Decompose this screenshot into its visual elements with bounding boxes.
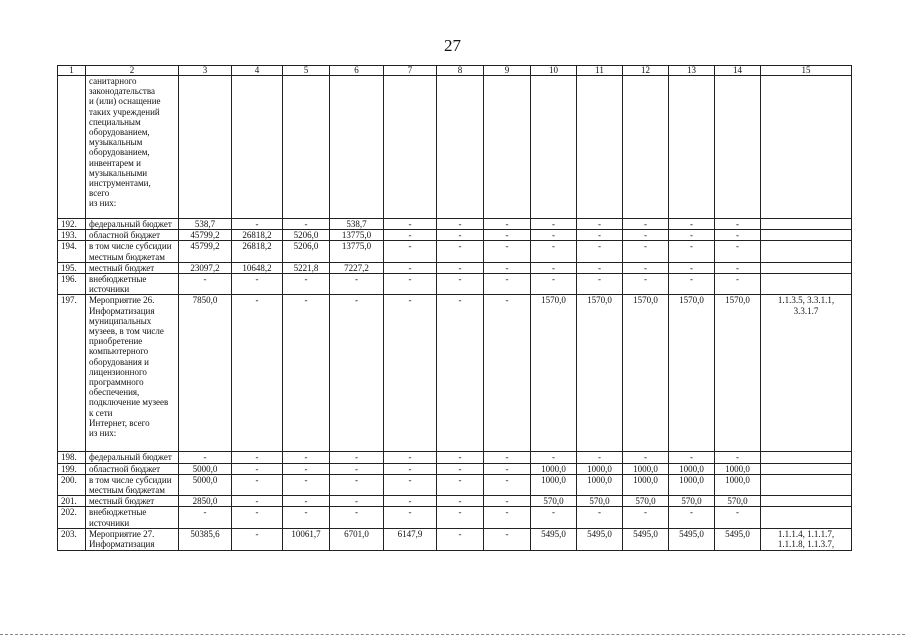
value-cell: 1000,0 — [715, 463, 761, 474]
value-cell: - — [531, 507, 577, 528]
row-number-cell: 195. — [58, 262, 86, 273]
value-cell: 6147,9 — [384, 528, 437, 550]
value-cell: 570,0 — [531, 496, 577, 507]
value-cell: - — [715, 241, 761, 262]
value-cell: - — [715, 452, 761, 463]
value-cell: - — [484, 262, 531, 273]
value-cell: 1000,0 — [669, 474, 715, 495]
row-number-cell — [58, 76, 86, 219]
value-cell: - — [330, 474, 384, 495]
value-cell: - — [437, 528, 484, 550]
value-cell: - — [232, 474, 283, 495]
value-cell: 570,0 — [577, 496, 623, 507]
value-cell: 5221,8 — [283, 262, 330, 273]
value-cell: 6701,0 — [330, 528, 384, 550]
value-cell: - — [283, 496, 330, 507]
value-cell — [384, 76, 437, 219]
row-number-cell: 194. — [58, 241, 86, 262]
value-cell: - — [384, 463, 437, 474]
value-cell: - — [531, 262, 577, 273]
value-cell: 5495,0 — [715, 528, 761, 550]
column-number-row — [58, 66, 852, 76]
value-cell — [531, 76, 577, 219]
table-row — [58, 295, 852, 452]
value-cell: 1570,0 — [623, 295, 669, 452]
value-cell: 538,7 — [330, 219, 384, 230]
reference-cell — [761, 507, 852, 528]
value-cell: - — [437, 496, 484, 507]
value-cell: - — [437, 295, 484, 452]
value-cell: 1000,0 — [577, 463, 623, 474]
row-label-cell: областной бюджет — [86, 463, 179, 474]
row-number-cell: 203. — [58, 528, 86, 550]
value-cell: 1000,0 — [669, 463, 715, 474]
value-cell: 7227,2 — [330, 262, 384, 273]
row-number-cell: 198. — [58, 452, 86, 463]
value-cell: 5000,0 — [179, 474, 232, 495]
table-row — [58, 76, 852, 219]
value-cell: 570,0 — [623, 496, 669, 507]
value-cell: 570,0 — [669, 496, 715, 507]
row-label-cell: Мероприятие 27. Информатизация — [86, 528, 179, 550]
value-cell: - — [330, 274, 384, 295]
value-cell: - — [384, 452, 437, 463]
value-cell: 5495,0 — [577, 528, 623, 550]
value-cell: 10648,2 — [232, 262, 283, 273]
row-number-cell: 197. — [58, 295, 86, 452]
value-cell: - — [577, 262, 623, 273]
value-cell: - — [232, 219, 283, 230]
value-cell: - — [623, 241, 669, 262]
value-cell: - — [531, 230, 577, 241]
value-cell: - — [715, 274, 761, 295]
reference-cell — [761, 452, 852, 463]
value-cell: 2850,0 — [179, 496, 232, 507]
value-cell: 1000,0 — [623, 474, 669, 495]
reference-cell — [761, 474, 852, 495]
value-cell: - — [283, 474, 330, 495]
column-header-12: 12 — [623, 66, 669, 76]
table-row — [58, 507, 852, 528]
row-label-cell: внебюджетные источники — [86, 274, 179, 295]
value-cell: - — [283, 219, 330, 230]
value-cell: - — [330, 507, 384, 528]
value-cell — [179, 76, 232, 219]
value-cell: - — [577, 274, 623, 295]
value-cell: - — [232, 274, 283, 295]
value-cell: - — [484, 230, 531, 241]
column-header-9: 9 — [484, 66, 531, 76]
value-cell: - — [384, 496, 437, 507]
table-row — [58, 452, 852, 463]
column-header-1: 1 — [58, 66, 86, 76]
row-label-cell: в том числе субсидии местным бюджетам — [86, 474, 179, 495]
value-cell: - — [669, 230, 715, 241]
value-cell: - — [484, 496, 531, 507]
column-header-14: 14 — [715, 66, 761, 76]
row-label-cell: местный бюджет — [86, 262, 179, 273]
row-number-cell: 199. — [58, 463, 86, 474]
column-header-13: 13 — [669, 66, 715, 76]
reference-cell — [761, 219, 852, 230]
column-header-4: 4 — [232, 66, 283, 76]
value-cell: - — [484, 274, 531, 295]
row-number-cell: 202. — [58, 507, 86, 528]
value-cell: - — [531, 274, 577, 295]
row-number-cell: 196. — [58, 274, 86, 295]
table-row — [58, 241, 852, 262]
value-cell: 13775,0 — [330, 230, 384, 241]
value-cell: - — [283, 463, 330, 474]
value-cell: - — [384, 295, 437, 452]
value-cell: - — [232, 295, 283, 452]
value-cell: 5206,0 — [283, 230, 330, 241]
row-label-cell: местный бюджет — [86, 496, 179, 507]
value-cell: - — [437, 241, 484, 262]
page-number: 27 — [444, 36, 461, 55]
value-cell: - — [384, 274, 437, 295]
value-cell: 45799,2 — [179, 241, 232, 262]
value-cell: 1000,0 — [577, 474, 623, 495]
value-cell: 1000,0 — [623, 463, 669, 474]
value-cell: - — [669, 507, 715, 528]
page-bottom-rule — [0, 634, 905, 636]
value-cell — [484, 76, 531, 219]
value-cell — [232, 76, 283, 219]
value-cell — [330, 76, 384, 219]
column-header-3: 3 — [179, 66, 232, 76]
value-cell: 50385,6 — [179, 528, 232, 550]
value-cell: - — [384, 241, 437, 262]
row-label-cell: федеральный бюджет — [86, 219, 179, 230]
value-cell: 5206,0 — [283, 241, 330, 262]
value-cell: - — [715, 262, 761, 273]
value-cell: - — [715, 507, 761, 528]
value-cell: - — [283, 274, 330, 295]
value-cell: - — [623, 507, 669, 528]
row-label-cell: федеральный бюджет — [86, 452, 179, 463]
value-cell: 10061,7 — [283, 528, 330, 550]
value-cell: - — [179, 507, 232, 528]
value-cell: 1000,0 — [715, 474, 761, 495]
reference-cell — [761, 274, 852, 295]
value-cell: - — [623, 219, 669, 230]
value-cell: - — [330, 463, 384, 474]
value-cell — [623, 76, 669, 219]
row-number-cell: 201. — [58, 496, 86, 507]
value-cell: - — [283, 507, 330, 528]
value-cell — [283, 76, 330, 219]
value-cell: - — [384, 262, 437, 273]
value-cell: 1000,0 — [531, 463, 577, 474]
reference-cell — [761, 463, 852, 474]
value-cell: - — [623, 452, 669, 463]
value-cell: - — [437, 219, 484, 230]
value-cell: - — [437, 474, 484, 495]
column-header-2: 2 — [86, 66, 179, 76]
value-cell: - — [577, 241, 623, 262]
value-cell: - — [484, 241, 531, 262]
value-cell: - — [484, 452, 531, 463]
reference-cell — [761, 76, 852, 219]
value-cell: - — [179, 274, 232, 295]
value-cell: 1570,0 — [715, 295, 761, 452]
value-cell: - — [384, 230, 437, 241]
value-cell: 13775,0 — [330, 241, 384, 262]
value-cell: - — [384, 474, 437, 495]
value-cell: 26818,2 — [232, 230, 283, 241]
table-row — [58, 274, 852, 295]
value-cell: 45799,2 — [179, 230, 232, 241]
row-number-cell: 193. — [58, 230, 86, 241]
value-cell: - — [623, 230, 669, 241]
value-cell: - — [484, 295, 531, 452]
value-cell: 23097,2 — [179, 262, 232, 273]
table-row — [58, 262, 852, 273]
value-cell: 1570,0 — [669, 295, 715, 452]
reference-cell: 1.1.1.4, 1.1.1.7, 1.1.1.8, 1.1.3.7, — [761, 528, 852, 550]
row-number-cell: 200. — [58, 474, 86, 495]
column-header-11: 11 — [577, 66, 623, 76]
column-header-10: 10 — [531, 66, 577, 76]
value-cell: - — [669, 219, 715, 230]
value-cell: - — [531, 241, 577, 262]
value-cell: - — [437, 230, 484, 241]
row-label-cell: санитарного законодательства и (или) оснащение таких учреждений специальным оборудованием, музыкальным оборудованием, инвентарем и музыкальными инструментами, всего из них: — [86, 76, 179, 219]
column-header-15: 15 — [761, 66, 852, 76]
value-cell: 538,7 — [179, 219, 232, 230]
value-cell: - — [531, 219, 577, 230]
value-cell: - — [437, 262, 484, 273]
row-label-cell: внебюджетные источники — [86, 507, 179, 528]
value-cell: - — [232, 452, 283, 463]
value-cell: - — [577, 219, 623, 230]
value-cell: - — [669, 274, 715, 295]
value-cell — [715, 76, 761, 219]
value-cell — [577, 76, 623, 219]
reference-cell — [761, 496, 852, 507]
table-row — [58, 528, 852, 550]
value-cell: - — [232, 463, 283, 474]
table-row — [58, 496, 852, 507]
value-cell: 7850,0 — [179, 295, 232, 452]
reference-cell — [761, 241, 852, 262]
value-cell: - — [484, 219, 531, 230]
value-cell: - — [330, 295, 384, 452]
value-cell: 26818,2 — [232, 241, 283, 262]
value-cell: - — [669, 241, 715, 262]
column-header-5: 5 — [283, 66, 330, 76]
value-cell: 1570,0 — [577, 295, 623, 452]
value-cell: - — [330, 452, 384, 463]
value-cell: - — [715, 230, 761, 241]
value-cell: - — [330, 496, 384, 507]
table-row — [58, 463, 852, 474]
value-cell: - — [484, 507, 531, 528]
value-cell: - — [623, 262, 669, 273]
value-cell: - — [232, 507, 283, 528]
reference-cell — [761, 230, 852, 241]
value-cell: 570,0 — [715, 496, 761, 507]
value-cell: - — [437, 274, 484, 295]
value-cell: - — [384, 219, 437, 230]
value-cell — [669, 76, 715, 219]
column-header-6: 6 — [330, 66, 384, 76]
value-cell: - — [715, 219, 761, 230]
row-label-cell: в том числе субсидии местным бюджетам — [86, 241, 179, 262]
value-cell: 1000,0 — [531, 474, 577, 495]
value-cell: - — [484, 474, 531, 495]
value-cell: - — [437, 507, 484, 528]
value-cell — [437, 76, 484, 219]
column-header-8: 8 — [437, 66, 484, 76]
value-cell: - — [623, 274, 669, 295]
value-cell: - — [669, 262, 715, 273]
reference-cell: 1.1.3.5, 3.3.1.1, 3.3.1.7 — [761, 295, 852, 452]
value-cell: - — [577, 452, 623, 463]
value-cell: 5495,0 — [623, 528, 669, 550]
value-cell: - — [232, 528, 283, 550]
row-label-cell: областной бюджет — [86, 230, 179, 241]
table-row — [58, 219, 852, 230]
reference-cell — [761, 262, 852, 273]
table-row — [58, 474, 852, 495]
row-number-cell: 192. — [58, 219, 86, 230]
budget-table — [57, 65, 852, 551]
table-row — [58, 230, 852, 241]
value-cell: - — [577, 507, 623, 528]
row-label-cell: Мероприятие 26. Информатизация муниципальных музеев, в том числе приобретение компьютерного оборудования и лицензионного программного обеспечения, подключение музеев к сети Интернет, всего из них: — [86, 295, 179, 452]
value-cell: - — [484, 463, 531, 474]
value-cell: 5495,0 — [531, 528, 577, 550]
value-cell: - — [669, 452, 715, 463]
value-cell: 5495,0 — [669, 528, 715, 550]
value-cell: - — [283, 295, 330, 452]
value-cell: - — [437, 463, 484, 474]
value-cell: - — [232, 496, 283, 507]
value-cell: 5000,0 — [179, 463, 232, 474]
value-cell: - — [437, 452, 484, 463]
value-cell: - — [283, 452, 330, 463]
value-cell: - — [577, 230, 623, 241]
value-cell: - — [179, 452, 232, 463]
column-header-7: 7 — [384, 66, 437, 76]
value-cell: - — [384, 507, 437, 528]
value-cell: 1570,0 — [531, 295, 577, 452]
value-cell: - — [531, 452, 577, 463]
value-cell: - — [484, 528, 531, 550]
